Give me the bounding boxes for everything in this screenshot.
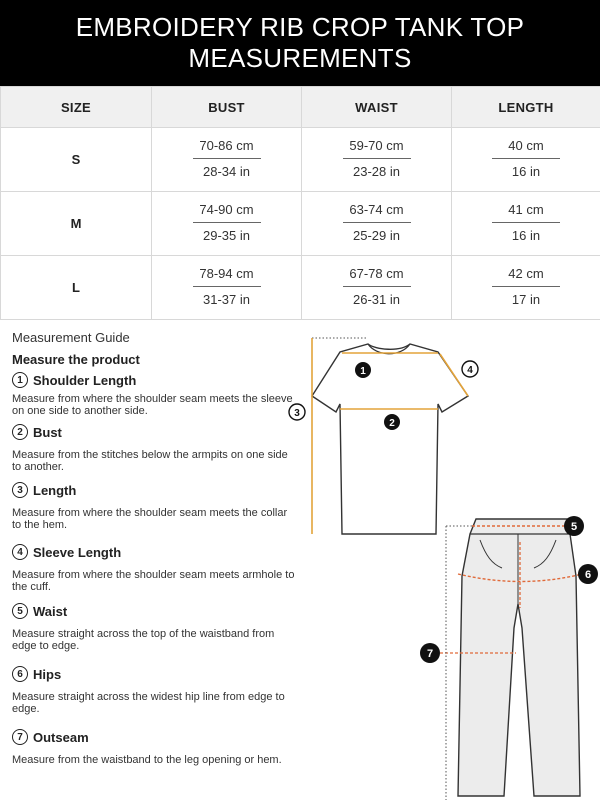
size-label: L <box>1 256 152 320</box>
badge-6 <box>578 564 598 584</box>
length-cell <box>452 128 600 192</box>
guide-item-title: Length <box>33 482 77 498</box>
waist-cm: 59-70 cm <box>343 138 411 159</box>
shirt-icon <box>312 344 468 534</box>
length-cm: 41 cm <box>492 202 560 223</box>
size-label: S <box>1 128 152 192</box>
bust-in: 28-34 in <box>203 164 250 179</box>
page-header <box>0 0 600 86</box>
number-badge: 5 <box>12 603 28 619</box>
svg-text:1: 1 <box>360 366 366 377</box>
svg-text:4: 4 <box>467 365 473 376</box>
guide-item-desc: Measure from where the shoulder seam meets the collar to the hem. <box>12 507 288 531</box>
number-badge: 2 <box>12 424 28 440</box>
header-size: SIZE <box>1 87 152 128</box>
guide-item-title: Shoulder Length <box>33 372 137 388</box>
bust-cm: 78-94 cm <box>193 266 261 287</box>
guide-item-title: Bust <box>33 424 62 440</box>
waist-cm: 67-78 cm <box>343 266 411 287</box>
length-in: 16 in <box>511 228 541 243</box>
waist-cm: 63-74 cm <box>343 202 411 223</box>
guide-item-shoulder-length <box>12 372 297 417</box>
measurement-guide <box>12 330 297 766</box>
bust-cell <box>152 128 302 192</box>
number-badge: 6 <box>12 666 28 682</box>
guide-item-waist <box>12 603 297 652</box>
table-row <box>1 192 600 256</box>
svg-text:2: 2 <box>389 418 395 429</box>
guide-item-desc: Measure straight across the widest hip line from edge to edge. <box>12 691 285 715</box>
number-badge: 3 <box>12 482 28 498</box>
guide-item-desc: Measure straight across the top of the waistband from edge to edge. <box>12 628 275 652</box>
number-badge: 7 <box>12 729 28 745</box>
badge-3 <box>289 404 305 420</box>
badge-5 <box>564 516 584 536</box>
guide-item-desc: Measure from where the shoulder seam meets the sleeve on one side to another side. <box>12 393 293 417</box>
length-cell <box>452 192 600 256</box>
guide-item-hips <box>12 666 297 715</box>
size-label: M <box>1 192 152 256</box>
svg-text:3: 3 <box>294 408 300 419</box>
bust-cell <box>152 256 302 320</box>
guide-item-title: Waist <box>33 603 68 619</box>
guide-title: Measurement Guide <box>12 330 130 345</box>
guide-item-outseam <box>12 729 297 766</box>
badge-1 <box>355 362 371 378</box>
waist-in: 26-31 in <box>353 292 400 307</box>
pants-icon <box>458 519 580 796</box>
badge-7 <box>420 643 440 663</box>
length-in: 16 in <box>511 164 541 179</box>
waist-cell <box>302 192 452 256</box>
guide-item-bust <box>12 424 297 473</box>
header-waist: WAIST <box>302 87 452 128</box>
guide-item-title: Outseam <box>33 729 89 745</box>
guide-item-title: Hips <box>33 666 62 682</box>
length-cell <box>452 256 600 320</box>
bust-in: 31-37 in <box>203 292 250 307</box>
waist-in: 23-28 in <box>353 164 400 179</box>
guide-item-desc: Measure from where the shoulder seam meets armhole to the cuff. <box>12 569 295 593</box>
length-in: 17 in <box>511 292 541 307</box>
guide-subtitle: Measure the product <box>12 352 140 367</box>
guide-item-sleeve-length <box>12 544 297 593</box>
waist-cell <box>302 128 452 192</box>
number-badge: 4 <box>12 544 28 560</box>
size-chart-table <box>0 86 600 320</box>
title-line-2: MEASUREMENTS <box>188 43 412 73</box>
guide-item-length <box>12 482 297 531</box>
number-badge: 1 <box>12 372 28 388</box>
svg-text:5: 5 <box>570 521 578 533</box>
length-cm: 40 cm <box>492 138 560 159</box>
waist-in: 25-29 in <box>353 228 400 243</box>
length-cm: 42 cm <box>492 266 560 287</box>
badge-4 <box>462 361 478 377</box>
header-bust: BUST <box>152 87 302 128</box>
waist-cell <box>302 256 452 320</box>
bust-in: 29-35 in <box>203 228 250 243</box>
guide-item-title: Sleeve Length <box>33 544 122 560</box>
garment-illustration <box>280 328 600 809</box>
header-length: LENGTH <box>452 87 600 128</box>
table-row <box>1 128 600 192</box>
svg-text:6: 6 <box>584 569 592 581</box>
guide-item-desc: Measure from the waistband to the leg opening or hem. <box>12 754 282 766</box>
bust-cm: 74-90 cm <box>193 202 261 223</box>
bust-cm: 70-86 cm <box>193 138 261 159</box>
guide-item-desc: Measure from the stitches below the armpits on one side to another. <box>12 449 288 473</box>
title-line-1: EMBROIDERY RIB CROP TANK TOP <box>75 12 525 42</box>
table-row <box>1 256 600 320</box>
table-header-row <box>1 87 600 128</box>
svg-text:7: 7 <box>426 648 434 660</box>
bust-cell <box>152 192 302 256</box>
badge-2 <box>384 414 400 430</box>
